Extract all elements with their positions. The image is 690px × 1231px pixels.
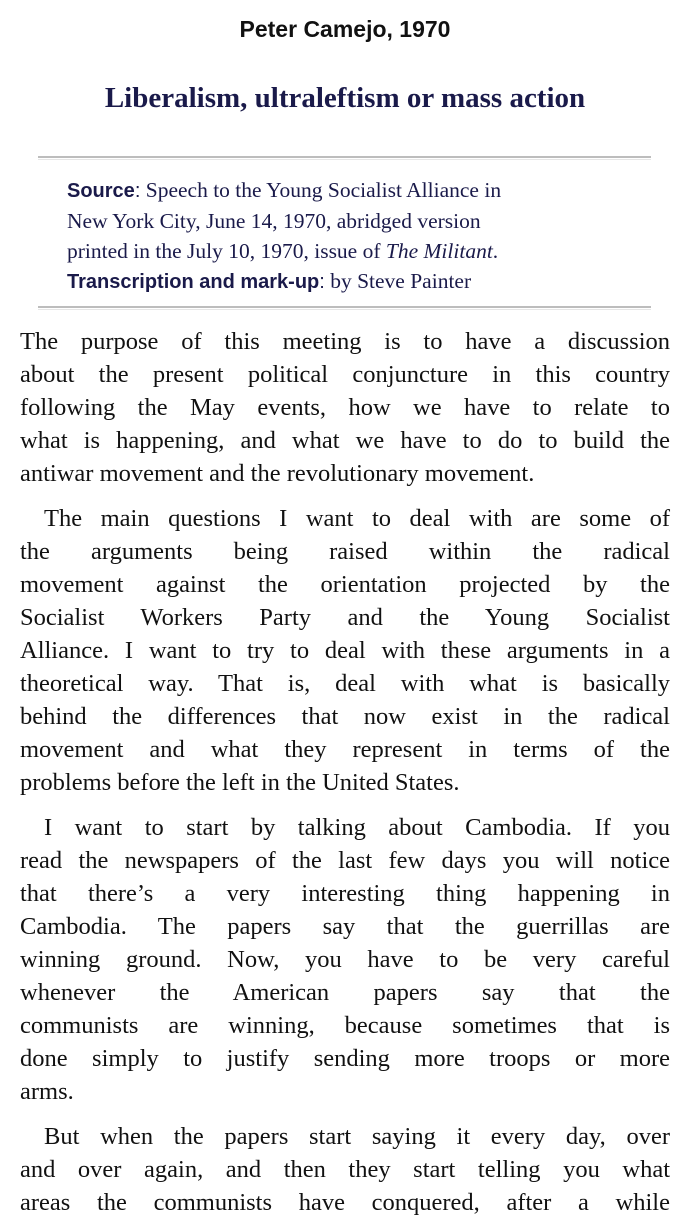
- text-line: areas the communists have conquered, after a while: [20, 1189, 670, 1216]
- source-line-3: [67, 236, 667, 266]
- text-line: problems before the left in the United States.: [20, 769, 460, 796]
- text-line: movement against the orientation projected by the: [20, 571, 670, 598]
- paragraph-1: [20, 325, 670, 490]
- text-line: that there’s a very interesting thing happening in: [20, 880, 670, 907]
- source-line-2: New York City, June 14, 1970, abridged version: [67, 209, 481, 233]
- text-line: and over again, and then they start telling you what: [20, 1156, 670, 1183]
- source-text-1: Speech to the Young Socialist Alliance in: [140, 178, 502, 202]
- paragraph-2: [20, 502, 670, 799]
- text-line: But when the papers start saying it every day, over: [44, 1123, 670, 1150]
- text-line: read the newspapers of the last few days you will notice: [20, 847, 670, 874]
- source-line-1: [67, 175, 667, 206]
- top-divider: [38, 156, 651, 159]
- text-line: Cambodia. The papers say that the guerrillas are: [20, 913, 670, 940]
- author-date-heading: Peter Camejo, 1970: [239, 16, 451, 42]
- transcription-value: by Steve Painter: [324, 269, 472, 293]
- text-line: The purpose of this meeting is to have a discussion: [20, 328, 670, 355]
- transcription-label: Transcription and mark-up: [67, 271, 320, 293]
- transcription-line: [67, 266, 667, 297]
- text-line: antiwar movement and the revolutionary movement.: [20, 460, 535, 487]
- text-line: theoretical way. That is, deal with what is basically: [20, 670, 670, 697]
- text-line: following the May events, how we have to relate to: [20, 394, 670, 421]
- text-line: I want to start by talking about Cambodia. If you: [44, 814, 670, 841]
- text-line: arms.: [20, 1078, 74, 1105]
- bottom-divider: [38, 306, 651, 309]
- transcription-colon: :: [319, 271, 325, 293]
- source-label: Source: [67, 180, 135, 202]
- text-line: behind the differences that now exist in the radical: [20, 703, 670, 730]
- source-colon: :: [134, 180, 141, 202]
- source-text-3c: .: [492, 239, 499, 263]
- publication-name: The Militant: [385, 239, 493, 263]
- paragraph-3: [20, 811, 670, 1108]
- article-title: Liberalism, ultraleftism or mass action: [104, 82, 586, 114]
- article-body: [20, 325, 670, 1231]
- text-line: what is happening, and what we have to do to build the: [20, 427, 670, 454]
- text-line: whenever the American papers say that the: [20, 979, 670, 1006]
- text-line: communists are winning, because sometimes that is: [20, 1012, 670, 1039]
- text-line: Alliance. I want to try to deal with these arguments in a: [20, 637, 670, 664]
- text-line: done simply to justify sending more troops or more: [20, 1045, 670, 1072]
- text-line: movement and what they represent in terms of the: [20, 736, 670, 763]
- text-line: Socialist Workers Party and the Young Socialist: [20, 604, 670, 631]
- text-line: The main questions I want to deal with are some of: [44, 505, 670, 532]
- paragraph-4: [20, 1120, 670, 1219]
- text-line: winning ground. Now, you have to be very careful: [20, 946, 670, 973]
- source-text-3a: printed in the July 10, 1970, issue of: [67, 239, 386, 263]
- source-block: [67, 175, 667, 297]
- text-line: about the present political conjuncture in this country: [20, 361, 670, 388]
- text-line: the arguments being raised within the radical: [20, 538, 670, 565]
